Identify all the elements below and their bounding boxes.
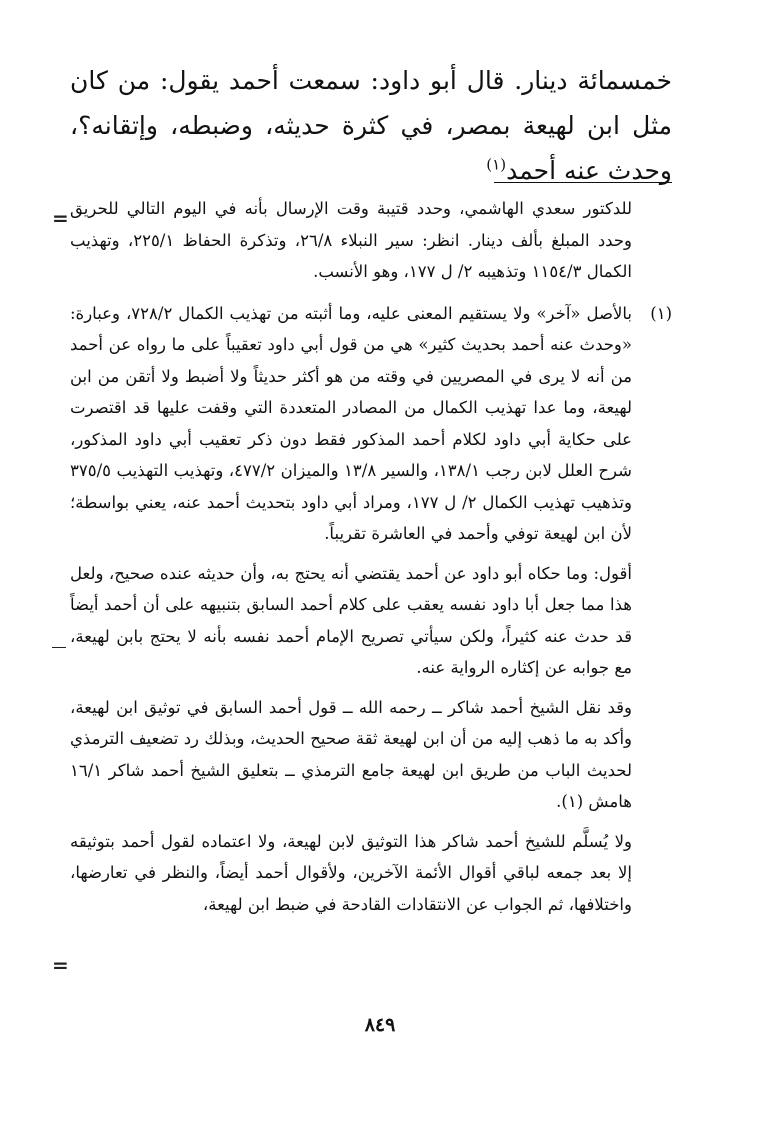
footnote-1-paragraph-1: بالأصل «آخر» ولا يستقيم المعنى عليه، وما أثبته من تهذيب الكمال ٧٢٨/٢، وعبارة: «وحدث عنه أحمد بحديث كثير» هي من قول أبي داود تعقيباً على ما رواه عن أحمد من أنه لا يرى في المصريين في وقته من هو أكثر حديثاً ولا أضبط ولا أتقن من ابن لهيعة، وما عدا تهذيب الكمال من المصادر المتعددة التي وقفت عليها قد اقتصرت على حكاية أبي داود لكلام أحمد المذكور فقط دون ذكر تعقيب أبي داود المذكور، شرح العلل لابن رجب ١٣٨/١، والسير ١٣/٨ والميزان ٤٧٧/٢، وتهذيب التهذيب ٣٧٥/٥ وتذهيب تهذيب الكمال ٢/ ل ١٧٧، ومراد أبي داود بتحديث أحمد عنه، يعني بواسطة؛ لأن ابن لهيعة توفي وأحمد في العاشرة تقريباً. <box>70 303 633 543</box>
continued-from-marker: = <box>52 206 69 230</box>
footnote-reference: (١) <box>486 155 507 174</box>
continues-to-marker: = <box>52 953 69 977</box>
margin-dash-marker <box>52 647 66 648</box>
page-number: ٨٤٩ <box>364 1014 396 1036</box>
footnote-1 <box>70 298 672 550</box>
footnote-1-paragraph-3: وقد نقل الشيخ أحمد شاكر ــ رحمه الله ــ قول أحمد السابق في توثيق ابن لهيعة، وأكد به ما ذهب إليه من أن ابن لهيعة ثقة صحيح الحديث، وبذلك رد تضعيف الترمذي لحديث الباب من طريق ابن لهيعة جامع الترمذي ــ بتعليق الشيخ أحمد شاكر ١٦/١ هامش (١). <box>70 697 632 811</box>
main-paragraph: خمسمائة دينار. قال أبو داود: سمعت أحمد يقول: من كان مثل ابن لهيعة بمصر، في كثرة حديثه، وضبطه، وإتقانه؟، وحدث عنه أحمد <box>70 66 672 185</box>
footnote-1-paragraph-2: أقول: وما حكاه أبو داود عن أحمد يقتضي أنه يحتج به، وأن حديثه عنده صحيح، ولعل هذا مما جعل أبا داود نفسه يعقب على كلام أحمد السابق بتنبيهه على أن أحمد أيضاً قد حدث عنه كثيراً، ولكن سيأتي تصريح الإمام أحمد نفسه بأنه لا يحتج بابن لهيعة، مع جوابه عن إكثاره الرواية عنه. <box>70 563 632 677</box>
footnote-separator <box>494 182 672 183</box>
main-text <box>70 58 672 193</box>
footnote-continuation: للدكتور سعدي الهاشمي، وحدد قتيبة وقت الإرسال بأنه في اليوم التالي للحريق وحدد المبلغ بألف دينار. انظر: سير النبلاء ٢٦/٨، وتذكرة الحفاظ ٢٢٥/١، وتهذيب الكمال ١١٥٤/٣ وتذهيبه ٢/ ل ١٧٧، وهو الأنسب. <box>70 199 633 281</box>
footnote-1-paragraph-4: ولا يُسلَّم للشيخ أحمد شاكر هذا التوثيق لابن لهيعة، ولا اعتماده لقول أحمد بتوثيقه إلا بعد جمعه لباقي أقوال الأئمة الآخرين، ولأقوال أحمد أيضاً، والنظر في تعارضها، واختلافها، ثم الجواب عن الانتقادات القادحة في ضبط ابن لهيعة، <box>70 831 632 914</box>
footnote-1-number: (١) <box>650 303 672 323</box>
footnotes-section <box>70 193 672 928</box>
